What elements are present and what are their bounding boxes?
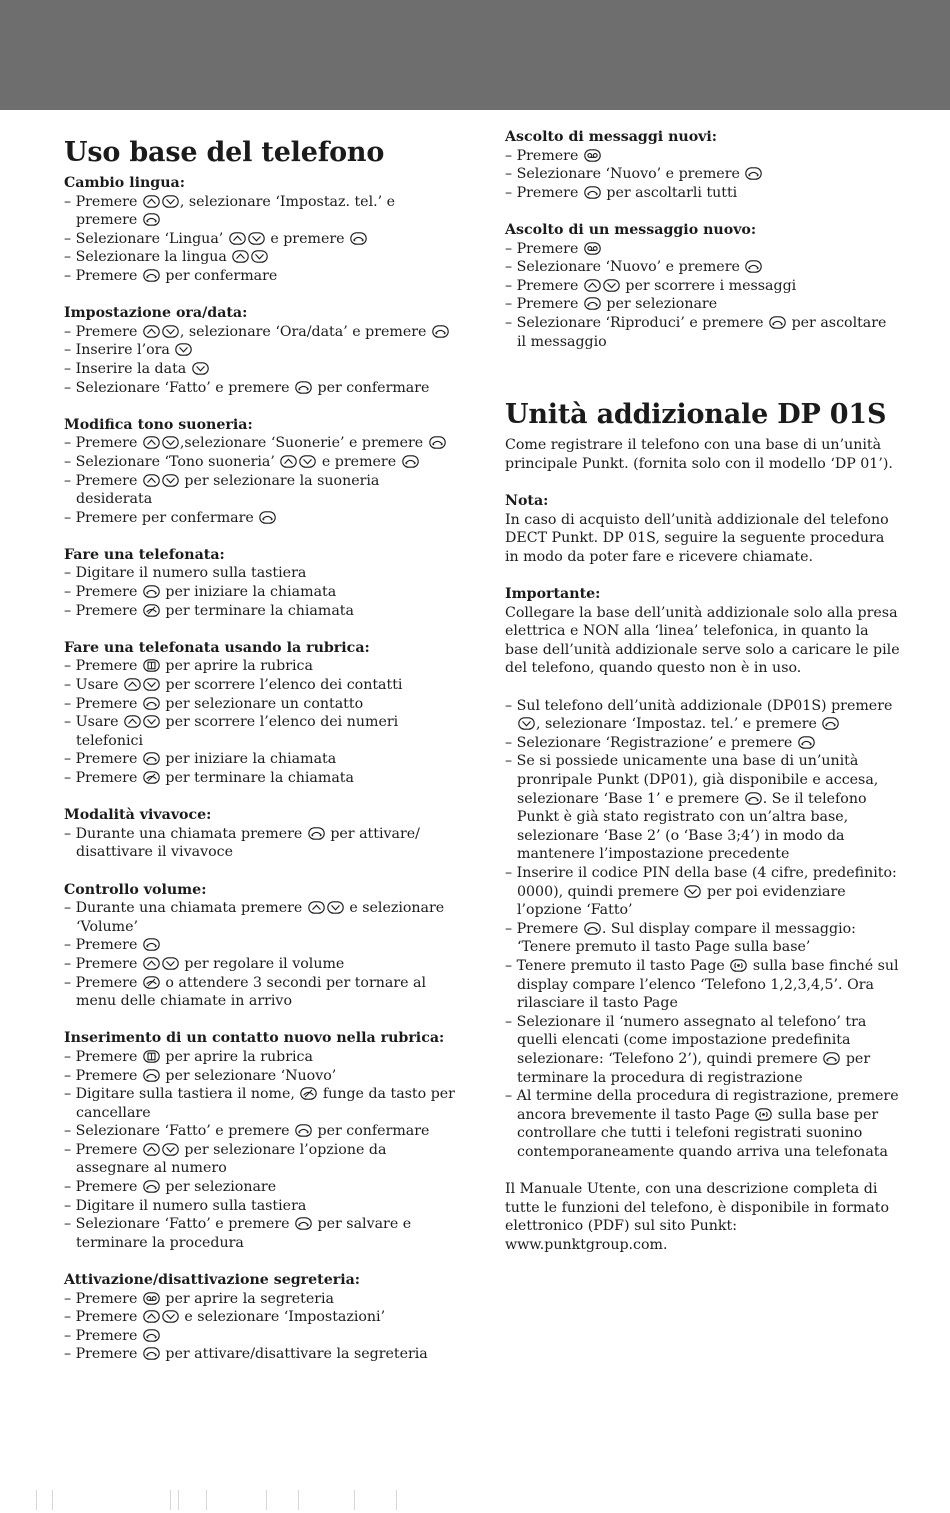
section-heading: Ascolto di messaggi nuovi: — [505, 129, 718, 145]
step-text: o attendere 3 secondi per tornare al menu delle chiamate in arrivo — [76, 974, 427, 1010]
instruction-section — [64, 806, 456, 862]
instruction-section — [64, 416, 456, 528]
up-arrow-key-icon — [280, 455, 297, 468]
step-text: Selezionare ‘Fatto’ e premere — [75, 379, 295, 396]
step-text: per selezionare la suoneria desiderata — [76, 472, 380, 508]
step-text: sulla base finché sul display compare l’elenco ‘Telefono 1,2,3,4,5’. Ora rilasciare il tasto Page — [517, 957, 899, 1012]
instruction-step — [505, 314, 900, 351]
call-ok-key-icon — [143, 752, 160, 765]
step-text: Premere — [75, 1067, 142, 1084]
instruction-step — [505, 240, 900, 259]
step-text: Durante una chiamata premere — [75, 825, 307, 842]
instruction-step — [505, 165, 900, 184]
call-ok-key-icon — [350, 232, 367, 245]
section-heading: Modifica tono suoneria: — [64, 416, 253, 433]
instruction-step — [64, 676, 456, 695]
step-text: Premere — [75, 658, 142, 675]
instruction-step — [64, 1215, 456, 1252]
down-arrow-key-icon — [518, 717, 535, 730]
instruction-step — [64, 695, 456, 714]
hang-up-key-icon — [143, 976, 160, 989]
registration-steps — [505, 697, 900, 1162]
section-heading: Controllo volume: — [64, 881, 207, 898]
instruction-step — [64, 602, 456, 621]
step-text: Digitare il numero sulla tastiera — [75, 1197, 307, 1214]
call-ok-key-icon — [308, 827, 325, 840]
down-arrow-key-icon — [327, 901, 344, 914]
instruction-step — [64, 193, 456, 230]
instruction-section — [64, 546, 456, 620]
importante-text: Collegare la base dell’unità addizionale solo alla presa elettrica e NON alla ‘linea’ telefonica, in quanto la base dell’unità addizionale serve solo a caricare le pile del telefono, quando questo non è in uso. — [505, 604, 900, 677]
instruction-step — [64, 379, 456, 398]
up-arrow-key-icon — [143, 1310, 160, 1323]
call-ok-key-icon — [143, 585, 160, 598]
step-text: per scorrere l’elenco dei contatti — [161, 677, 403, 694]
step-text: Selezionare la lingua — [75, 249, 232, 266]
instruction-step — [64, 1197, 456, 1216]
call-ok-key-icon — [259, 511, 276, 524]
up-arrow-key-icon — [232, 250, 249, 263]
instruction-step — [64, 360, 456, 379]
up-arrow-key-icon — [143, 436, 160, 449]
call-ok-key-icon — [402, 455, 419, 468]
down-arrow-key-icon — [162, 957, 179, 970]
instruction-step — [64, 248, 456, 267]
step-text: e premere — [265, 230, 350, 247]
instruction-step — [64, 1178, 456, 1197]
step-text: , selezionare ‘Impostaz. tel.’ e premere — [76, 193, 396, 229]
step-text: per terminare la chiamata — [160, 602, 354, 619]
call-ok-key-icon — [769, 316, 786, 329]
step-text: Premere — [75, 193, 142, 210]
instruction-step — [64, 936, 456, 955]
instruction-step — [64, 955, 456, 974]
step-text: Premere — [75, 1327, 142, 1344]
step-text: ,selezionare ‘Suonerie’ e premere — [179, 435, 428, 452]
step-text: Premere — [75, 323, 142, 340]
right-top-sections — [505, 128, 900, 351]
call-ok-key-icon — [295, 381, 312, 394]
step-text: per selezionare — [601, 296, 718, 313]
step-text: , selezionare ‘Impostaz. tel.’ e premere — [536, 716, 822, 733]
step-text: . Sul display compare il messaggio: ‘Tenere premuto il tasto Page sulla base’ — [517, 920, 856, 956]
up-arrow-key-icon — [124, 678, 141, 691]
call-ok-key-icon — [745, 260, 762, 273]
instruction-step — [505, 734, 900, 753]
step-text: per selezionare l’opzione da assegnare al numero — [76, 1141, 387, 1177]
up-arrow-key-icon — [229, 232, 246, 245]
dp01s-intro: Come registrare il telefono con una base di un’unità principale Punkt. (fornita solo con il modello ‘DP 01’). — [505, 437, 893, 472]
down-arrow-key-icon — [162, 325, 179, 338]
call-ok-key-icon — [143, 1329, 160, 1342]
answering-machine-key-icon — [584, 149, 601, 162]
step-text: per attivare/disattivare la segreteria — [160, 1346, 428, 1363]
step-text: Inserire il codice PIN della base (4 cifre, predefinito: 0000), quindi premere — [516, 864, 897, 900]
up-arrow-key-icon — [143, 325, 160, 338]
top-header-bar — [0, 0, 950, 110]
call-ok-key-icon — [429, 436, 446, 449]
phonebook-key-icon — [143, 1050, 160, 1063]
step-text: Premere — [75, 695, 142, 712]
instruction-step — [505, 295, 900, 314]
step-text: Selezionare ‘Nuovo’ e premere — [516, 259, 745, 276]
call-ok-key-icon — [823, 1052, 840, 1065]
call-ok-key-icon — [143, 697, 160, 710]
down-arrow-key-icon — [248, 232, 265, 245]
step-text: per scorrere i messaggi — [620, 277, 797, 294]
call-ok-key-icon — [143, 213, 160, 226]
call-ok-key-icon — [143, 1180, 160, 1193]
down-arrow-key-icon — [192, 362, 209, 375]
step-text: Digitare sulla tastiera il nome, — [75, 1086, 300, 1103]
step-text: Inserire la data — [75, 360, 191, 377]
instruction-step — [64, 825, 456, 862]
step-text: sulla base per controllare che tutti i telefoni registrati suonino contemporaneamente quando arriva una telefonata — [517, 1106, 888, 1160]
call-ok-key-icon — [143, 1069, 160, 1082]
call-ok-key-icon — [584, 186, 601, 199]
step-text: Premere — [75, 267, 142, 284]
step-text: Se si possiede unicamente una base di un’unità pronripale Punkt (DP01), già disponibile e accesa, selezionare ‘Base 1’ e premere — [516, 753, 879, 807]
call-ok-key-icon — [143, 1347, 160, 1360]
step-text: per confermare — [313, 379, 430, 396]
step-text: per scorrere l’elenco dei numeri telefonici — [76, 714, 399, 749]
instruction-section — [64, 881, 456, 1011]
step-text: Premere — [75, 602, 142, 619]
instruction-step — [64, 899, 456, 936]
instruction-section — [505, 128, 900, 202]
instruction-step — [64, 453, 456, 472]
step-text: per selezionare ‘Nuovo’ — [160, 1067, 337, 1084]
instruction-step — [64, 1327, 456, 1346]
instruction-step — [64, 267, 456, 286]
down-arrow-key-icon — [251, 250, 268, 263]
step-text: per selezionare un contatto — [160, 695, 364, 712]
instruction-step — [505, 1013, 900, 1087]
instruction-step — [505, 752, 900, 864]
step-text: per aprire la rubrica — [160, 1048, 313, 1065]
step-text: Sul telefono dell’unità addizionale (DP01S) premere — [516, 697, 893, 714]
down-arrow-key-icon — [299, 455, 316, 468]
down-arrow-key-icon — [162, 195, 179, 208]
instruction-step — [64, 750, 456, 769]
down-arrow-key-icon — [603, 279, 620, 292]
instruction-step — [505, 697, 900, 734]
step-text: Premere — [516, 184, 583, 201]
instruction-step — [64, 1290, 456, 1309]
step-text: per salvare e terminare la procedura — [76, 1216, 412, 1251]
call-ok-key-icon — [745, 167, 762, 180]
instruction-step — [505, 920, 900, 957]
instruction-section — [64, 304, 456, 397]
hang-up-key-icon — [143, 771, 160, 784]
step-text: Premere — [75, 751, 142, 768]
section-heading: Fare una telefonata usando la rubrica: — [64, 639, 370, 656]
step-text: per ascoltarli tutti — [601, 184, 738, 201]
answering-machine-key-icon — [584, 242, 601, 255]
nota-text: In caso di acquisto dell’unità addizionale del telefono DECT Punkt. DP 01S, seguire la seguente procedura in modo da poter fare e ricevere chiamate. — [505, 511, 889, 565]
up-arrow-key-icon — [143, 957, 160, 970]
down-arrow-key-icon — [162, 436, 179, 449]
step-text: e selezionare ‘Volume’ — [76, 900, 445, 935]
instruction-step — [64, 1048, 456, 1067]
step-text: Inserire l’ora — [75, 342, 175, 359]
instruction-step — [505, 184, 900, 203]
left-sections — [64, 174, 456, 1364]
down-arrow-key-icon — [175, 343, 192, 356]
step-text: Selezionare ‘Registrazione’ e premere — [516, 734, 797, 751]
step-text: Premere — [75, 584, 142, 601]
step-text: Premere — [516, 296, 583, 313]
instruction-step — [64, 713, 456, 750]
instruction-step — [64, 564, 456, 583]
hang-up-key-icon — [143, 604, 160, 617]
step-text: . Se il telefono Punkt è già stato registrato con un’altra base, selezionare ‘Base 2’ (o ‘Base 3;4’) in modo da mantenere l’impostazione precedente — [517, 790, 867, 863]
instruction-step — [64, 974, 456, 1011]
right-column — [505, 128, 900, 1254]
instruction-step — [64, 1122, 456, 1141]
call-ok-key-icon — [143, 938, 160, 951]
instruction-section — [505, 221, 900, 351]
section-heading: Ascolto di un messaggio nuovo: — [505, 221, 757, 238]
step-text: Selezionare il ‘numero assegnato al telefono’ tra quelli elencati (come impostazione predefinita selezionare: ‘Telefono 2’), quindi premere — [516, 1013, 867, 1067]
call-ok-key-icon — [295, 1124, 312, 1137]
step-text: Selezionare ‘Fatto’ e premere — [75, 1123, 295, 1140]
step-text: Premere — [75, 472, 142, 489]
instruction-step — [505, 277, 900, 296]
instruction-step — [505, 258, 900, 277]
instruction-step — [64, 583, 456, 602]
section-title-dp01s: Unità addizionale DP 01S — [505, 399, 887, 431]
up-arrow-key-icon — [143, 195, 160, 208]
step-text: per iniziare la chiamata — [160, 584, 337, 601]
step-text: per confermare — [160, 267, 278, 284]
step-text: per iniziare la chiamata — [160, 751, 337, 768]
down-arrow-key-icon — [143, 678, 160, 691]
section-heading: Inserimento di un contatto nuovo nella rubrica: — [64, 1030, 445, 1047]
step-text: Usare — [75, 714, 123, 731]
step-text: Selezionare ‘Lingua’ — [75, 230, 228, 247]
up-arrow-key-icon — [143, 1143, 160, 1156]
call-ok-key-icon — [295, 1217, 312, 1230]
step-text: Premere — [75, 955, 142, 972]
answering-machine-key-icon — [143, 1292, 160, 1305]
call-ok-key-icon — [822, 717, 839, 730]
down-arrow-key-icon — [162, 1143, 179, 1156]
instruction-step — [64, 230, 456, 249]
up-arrow-key-icon — [308, 901, 325, 914]
up-arrow-key-icon — [584, 279, 601, 292]
step-text: Premere — [75, 1290, 142, 1307]
call-ok-key-icon — [798, 736, 815, 749]
instruction-step — [64, 769, 456, 788]
call-ok-key-icon — [432, 325, 449, 338]
section-heading: Attivazione/disattivazione segreteria: — [64, 1272, 361, 1289]
instruction-step — [505, 957, 900, 1013]
step-text: Premere per confermare — [75, 509, 259, 526]
step-text: Selezionare ‘Nuovo’ e premere — [516, 166, 745, 183]
step-text: per confermare — [313, 1123, 430, 1140]
step-text: Premere — [516, 920, 583, 937]
step-text: Premere — [75, 1048, 142, 1065]
step-text: Selezionare ‘Riproduci’ e premere — [516, 314, 769, 331]
instruction-section — [64, 639, 456, 788]
instruction-step — [505, 1087, 900, 1161]
down-arrow-key-icon — [162, 474, 179, 487]
step-text: funge da tasto per cancellare — [76, 1086, 455, 1121]
step-text: Premere — [75, 435, 142, 452]
section-heading: Fare una telefonata: — [64, 546, 225, 563]
instruction-step — [64, 1141, 456, 1178]
step-text: Premere — [75, 1141, 142, 1158]
step-text: Premere — [75, 1309, 142, 1326]
instruction-step — [64, 1085, 456, 1122]
instruction-step — [64, 1345, 456, 1364]
instruction-step — [64, 434, 456, 453]
section-heading: Impostazione ora/data: — [64, 305, 248, 322]
call-ok-key-icon — [745, 792, 762, 805]
step-text: Durante una chiamata premere — [75, 900, 307, 917]
step-text: Premere — [75, 974, 142, 991]
step-text: per terminare la procedura di registrazione — [517, 1050, 871, 1086]
up-arrow-key-icon — [124, 715, 141, 728]
call-ok-key-icon — [584, 922, 601, 935]
step-text: Premere — [516, 240, 583, 257]
step-text: Usare — [75, 677, 123, 694]
step-text: Digitare il numero sulla tastiera — [75, 565, 307, 582]
hang-up-key-icon — [300, 1087, 317, 1100]
step-text: per terminare la chiamata — [160, 770, 354, 786]
step-text: e selezionare ‘Impostazioni’ — [179, 1309, 386, 1326]
call-ok-key-icon — [584, 297, 601, 310]
instruction-step — [64, 323, 456, 342]
step-text: e premere — [317, 453, 401, 470]
down-arrow-key-icon — [143, 715, 160, 728]
step-text: per ascoltare il messaggio — [517, 314, 887, 350]
step-text: per regolare il volume — [179, 955, 345, 972]
step-text: Al termine della procedura di registrazione, premere ancora brevemente il tasto Page — [516, 1088, 899, 1123]
phonebook-key-icon — [143, 659, 160, 672]
instruction-step — [64, 509, 456, 528]
instruction-step — [64, 1308, 456, 1327]
step-text: per attivare/ disattivare il vivavoce — [76, 825, 420, 861]
page-title: Uso base del telefono — [64, 137, 385, 168]
instruction-step — [64, 657, 456, 676]
step-text: per selezionare — [160, 1179, 277, 1196]
instruction-step — [505, 864, 900, 920]
up-arrow-key-icon — [143, 474, 160, 487]
instruction-section — [64, 1271, 456, 1364]
instruction-step — [64, 1067, 456, 1086]
down-arrow-key-icon — [162, 1310, 179, 1323]
step-text: Premere — [75, 770, 142, 786]
step-text: Premere — [75, 937, 142, 954]
instruction-step — [505, 147, 900, 166]
step-text: Premere — [75, 1179, 142, 1196]
closing-text: Il Manuale Utente, con una descrizione completa di tutte le funzioni del telefono, è disponibile in formato elettronico (PDF) sul sito Punkt: www.punktgroup.com. — [505, 1181, 889, 1253]
step-text: per poi evidenziare l’opzione ‘Fatto’ — [517, 883, 846, 919]
step-text: Premere — [516, 277, 583, 294]
page-key-icon — [755, 1108, 772, 1121]
instruction-section — [64, 174, 456, 286]
step-text: Premere — [516, 147, 583, 164]
importante-title: Importante: — [505, 586, 601, 603]
page-key-icon — [730, 959, 747, 972]
down-arrow-key-icon — [684, 885, 701, 898]
step-text: Premere — [75, 1346, 142, 1363]
step-text: per aprire la segreteria — [160, 1290, 335, 1307]
nota-title: Nota: — [505, 493, 549, 510]
section-heading: Cambio lingua: — [64, 175, 185, 191]
step-text: per aprire la rubrica — [160, 658, 313, 675]
step-text: , selezionare ‘Ora/data’ e premere — [179, 323, 431, 340]
step-text: Selezionare ‘Fatto’ e premere — [75, 1216, 295, 1233]
call-ok-key-icon — [143, 269, 160, 282]
instruction-step — [64, 341, 456, 360]
step-text: Tenere premuto il tasto Page — [516, 957, 730, 974]
left-column — [64, 128, 456, 1383]
instruction-section — [64, 1029, 456, 1252]
section-heading: Modalità vivavoce: — [64, 807, 212, 824]
step-text: Selezionare ‘Tono suoneria’ — [75, 453, 280, 470]
instruction-step — [64, 472, 456, 509]
